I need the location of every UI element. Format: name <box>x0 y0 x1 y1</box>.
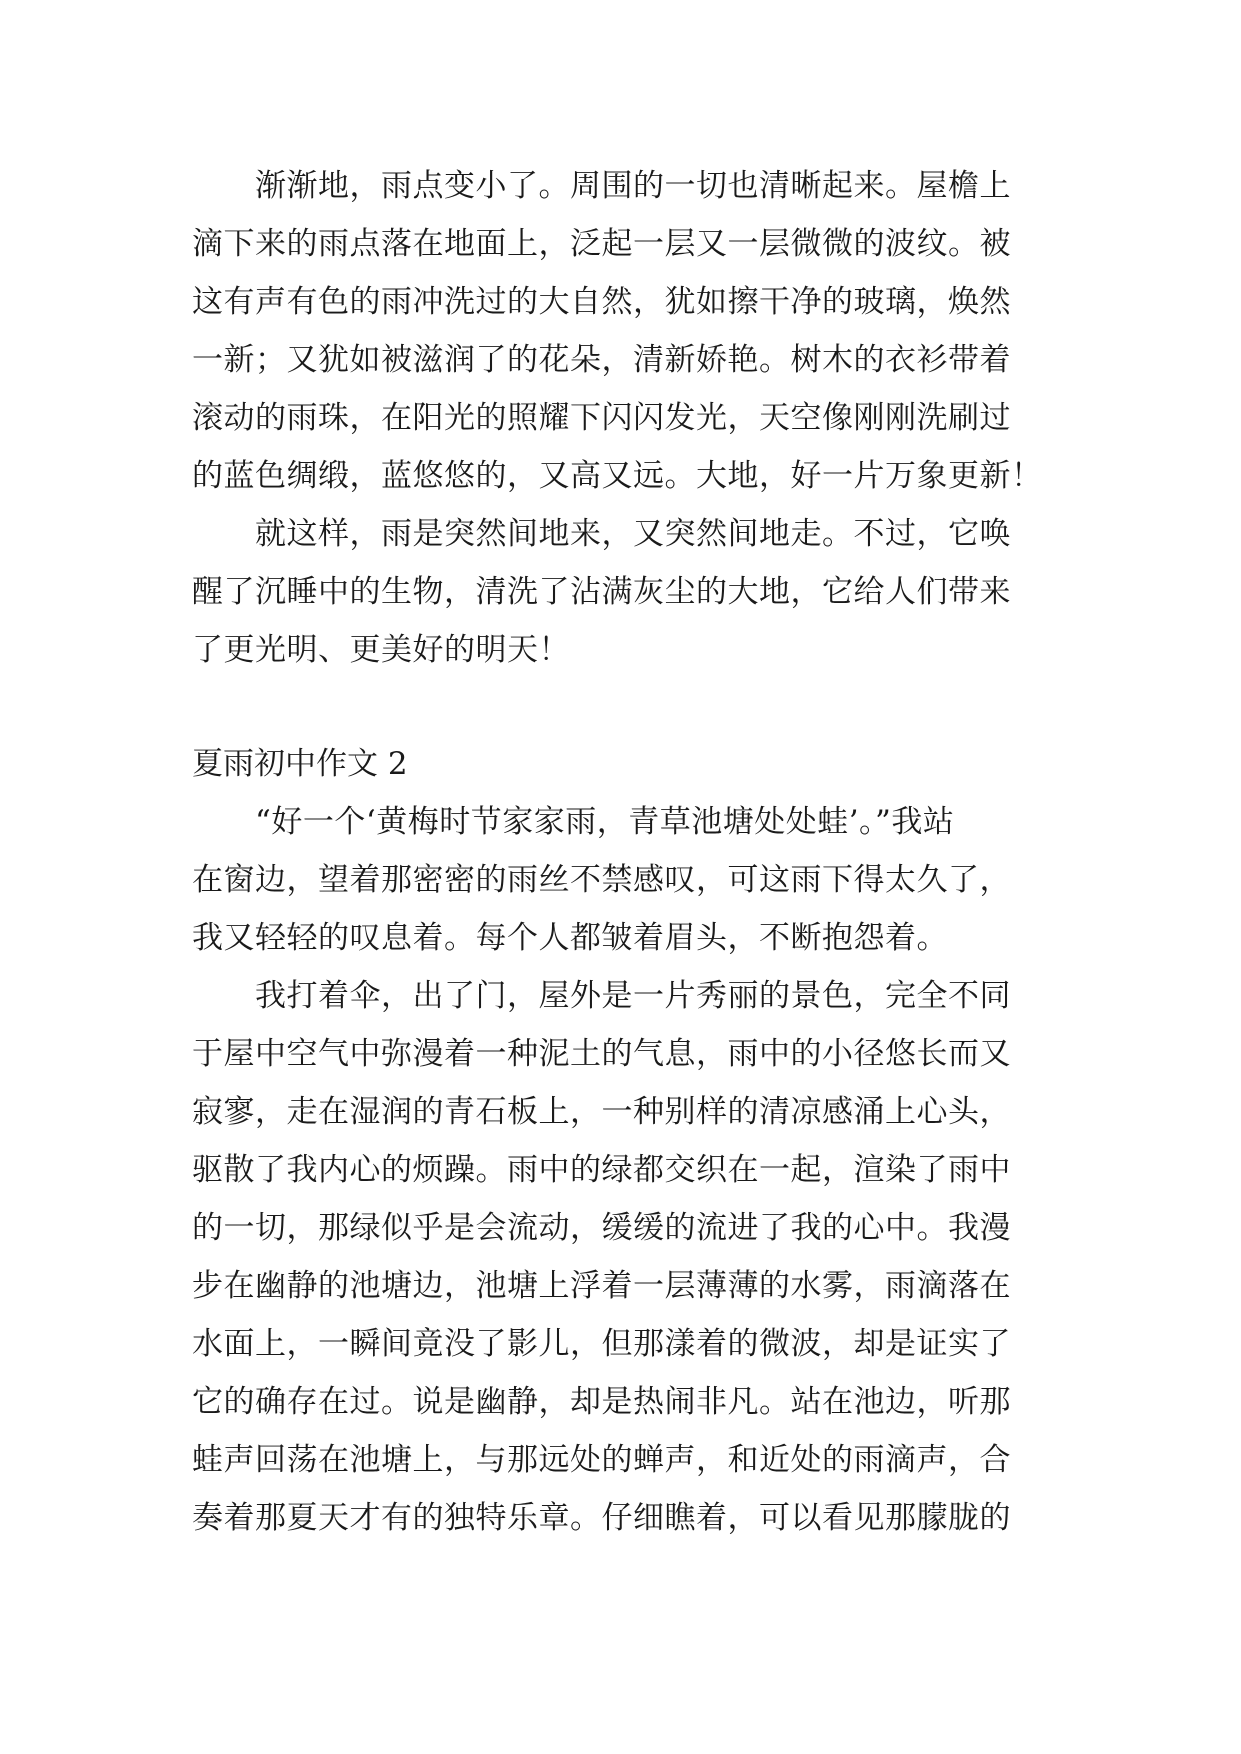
paragraph-line: 于屋中空气中弥漫着一种泥土的气息，雨中的小径悠长而又 <box>192 1036 1011 1072</box>
paragraph-line: 步在幽静的池塘边，池塘上浮着一层薄薄的水雾，雨滴落在 <box>192 1268 1011 1304</box>
paragraph-line: 的一切，那绿似乎是会流动，缓缓的流进了我的心中。我漫 <box>192 1210 1011 1246</box>
paragraph-line: 蛙声回荡在池塘上，与那远处的蝉声，和近处的雨滴声，合 <box>192 1442 1011 1478</box>
paragraph-line: 这有声有色的雨冲洗过的大自然，犹如擦干净的玻璃，焕然 <box>192 284 1011 320</box>
paragraph-line: 就这样，雨是突然间地来，又突然间地走。不过，它唤 <box>192 516 1011 552</box>
paragraph-line: 滚动的雨珠，在阳光的照耀下闪闪发光，天空像刚刚洗刷过 <box>192 400 1011 436</box>
paragraph-line: 的蓝色绸缎，蓝悠悠的，又高又远。大地，好一片万象更新！ <box>192 458 1043 494</box>
section-title: 夏雨初中作文 2 <box>192 746 408 782</box>
paragraph-line: 寂寥，走在湿润的青石板上，一种别样的清凉感涌上心头， <box>192 1094 1011 1130</box>
paragraph-line: 了更光明、更美好的明天！ <box>192 632 570 668</box>
paragraph-line: 我打着伞，出了门，屋外是一片秀丽的景色，完全不同 <box>192 978 1011 1014</box>
paragraph-line: 我又轻轻的叹息着。每个人都皱着眉头，不断抱怨着。 <box>192 920 948 956</box>
paragraph-line: “好一个‘黄梅时节家家雨，青草池塘处处蛙’。”我站 <box>192 804 955 840</box>
paragraph-line: 滴下来的雨点落在地面上，泛起一层又一层微微的波纹。被 <box>192 226 1011 262</box>
paragraph-line: 在窗边，望着那密密的雨丝不禁感叹，可这雨下得太久了， <box>192 862 1011 898</box>
paragraph-line: 奏着那夏天才有的独特乐章。仔细瞧着，可以看见那朦胧的 <box>192 1500 1011 1536</box>
paragraph-line: 它的确存在过。说是幽静，却是热闹非凡。站在池边，听那 <box>192 1384 1011 1420</box>
paragraph-line: 渐渐地，雨点变小了。周围的一切也清晰起来。屋檐上 <box>192 168 1011 204</box>
paragraph-line: 醒了沉睡中的生物，清洗了沾满灰尘的大地，它给人们带来 <box>192 574 1011 610</box>
paragraph-line: 驱散了我内心的烦躁。雨中的绿都交织在一起，渲染了雨中 <box>192 1152 1011 1188</box>
paragraph-line: 水面上，一瞬间竟没了影儿，但那漾着的微波，却是证实了 <box>192 1326 1011 1362</box>
paragraph-line: 一新；又犹如被滋润了的花朵，清新娇艳。树木的衣衫带着 <box>192 342 1011 378</box>
